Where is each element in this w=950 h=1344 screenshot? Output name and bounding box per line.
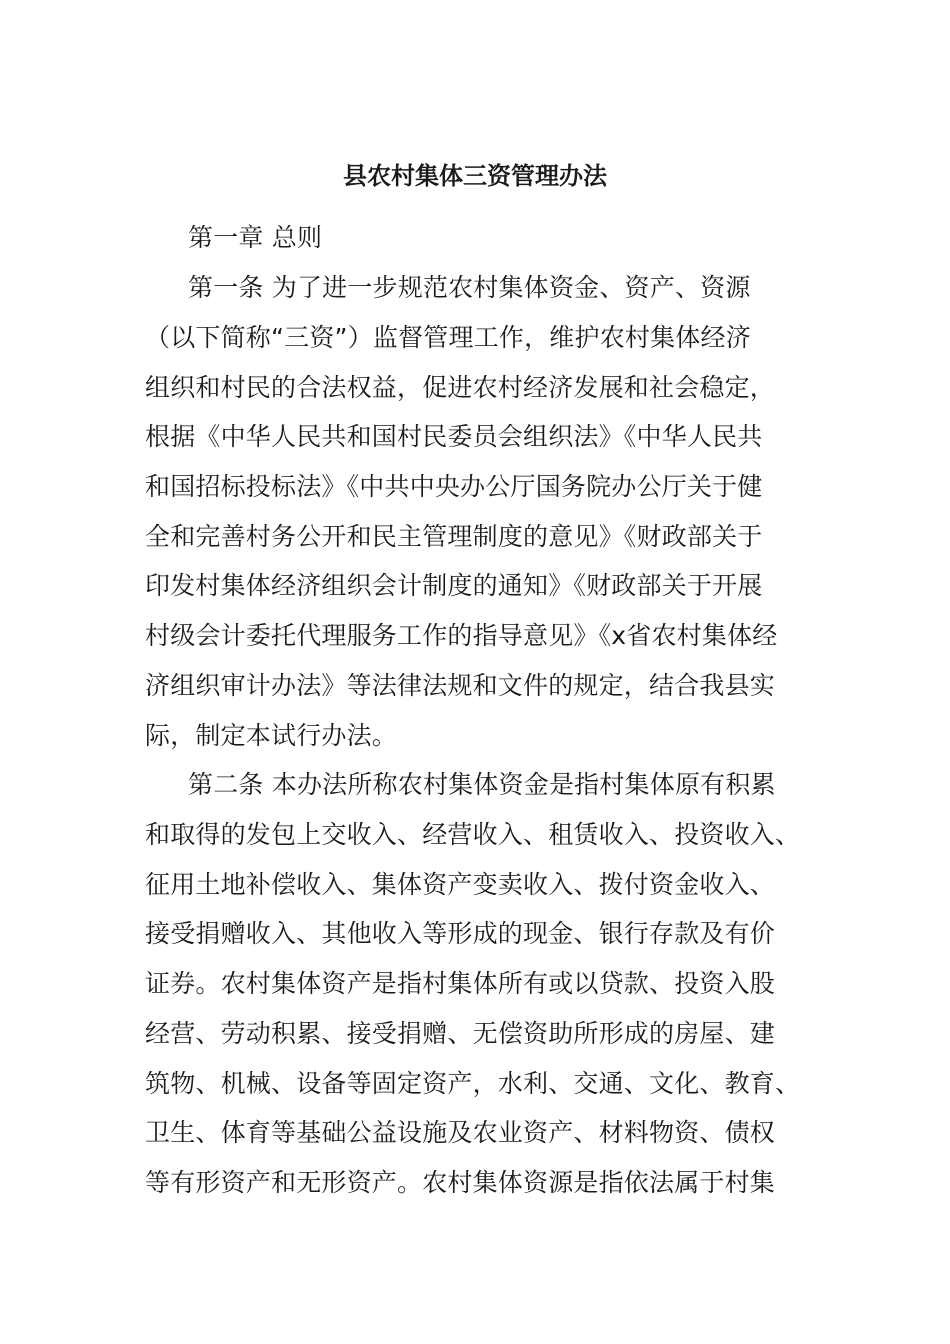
paragraph-line: 全和完善村务公开和民主管理制度的意见》《财政部关于 bbox=[145, 522, 763, 551]
paragraph-line: 筑物、机械、设备等固定资产，水利、交通、文化、教育、 bbox=[145, 1069, 801, 1098]
chapter-heading: 第一章 总则 bbox=[188, 223, 323, 252]
paragraph-line: 济组织审计办法》等法律法规和文件的规定，结合我县实 bbox=[145, 671, 776, 700]
paragraph-line: 证券。农村集体资产是指村集体所有或以贷款、投资入股 bbox=[145, 969, 776, 998]
paragraph-line: 第二条 本办法所称农村集体资金是指村集体原有积累 bbox=[188, 770, 776, 799]
paragraph-line: 经营、劳动积累、接受捐赠、无偿资助所形成的房屋、建 bbox=[145, 1019, 776, 1048]
paragraph-line: （以下简称“三资”）监督管理工作，维护农村集体经济 bbox=[145, 323, 751, 352]
paragraph-line: 接受捐赠收入、其他收入等形成的现金、银行存款及有价 bbox=[145, 919, 776, 948]
document-title: 县农村集体三资管理办法 bbox=[343, 162, 607, 190]
paragraph-line: 际，制定本试行办法。 bbox=[145, 721, 398, 750]
paragraph-line: 村级会计委托代理服务工作的指导意见》《x省农村集体经 bbox=[145, 621, 778, 650]
paragraph-line: 卫生、体育等基础公益设施及农业资产、材料物资、债权 bbox=[145, 1118, 776, 1147]
paragraph-line: 和取得的发包上交收入、经营收入、租赁收入、投资收入、 bbox=[145, 820, 801, 849]
paragraph-line: 印发村集体经济组织会计制度的通知》《财政部关于开展 bbox=[145, 571, 763, 600]
paragraph-line: 和国招标投标法》《中共中央办公厅国务院办公厅关于健 bbox=[145, 472, 763, 501]
paragraph-line: 组织和村民的合法权益，促进农村经济发展和社会稳定， bbox=[145, 373, 776, 402]
paragraph-line: 根据《中华人民共和国村民委员会组织法》《中华人民共 bbox=[145, 422, 763, 451]
paragraph-line: 等有形资产和无形资产。农村集体资源是指依法属于村集 bbox=[145, 1168, 776, 1197]
paragraph-line: 征用土地补偿收入、集体资产变卖收入、拨付资金收入、 bbox=[145, 870, 776, 899]
paragraph-line: 第一条 为了进一步规范农村集体资金、资产、资源 bbox=[188, 273, 751, 302]
